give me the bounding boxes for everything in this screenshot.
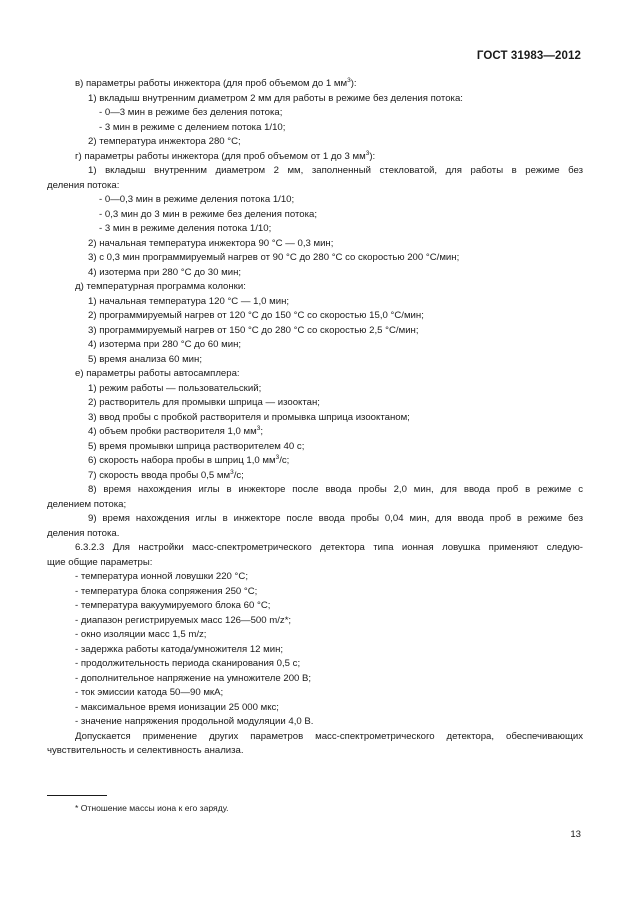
text-g-intro: г) параметры работы инжектора (для проб объемом от 1 до 3 мм: [75, 150, 366, 162]
text-line-6323: 6.3.2.3 Для настройки масс-спектрометрического детектора типа ионная ловушка применяют следую-: [75, 542, 583, 553]
text-line-v1: 1) вкладыш внутренним диаметром 2 мм для работы в режиме без деления потока:: [88, 92, 463, 104]
text-line-e8-cont: делением потока;: [47, 498, 127, 510]
text-e7: 7) скорость ввода пробы 0,5 мм: [88, 469, 231, 481]
text-line-6323-cont: щие общие параметры:: [47, 556, 153, 568]
text-e4-end: ;: [260, 426, 264, 437]
text-line-ms4: - диапазон регистрируемых масс 126—500 m/z*;: [75, 614, 292, 626]
superscript: 3: [230, 468, 234, 476]
text-line-ms2: - температура блока сопряжения 250 °С;: [75, 585, 258, 597]
footnote: * Отношение массы иона к его заряду.: [75, 803, 229, 813]
text-line-ms5: - окно изоляции масс 1,5 m/z;: [75, 629, 207, 640]
text-line-e9-cont: деления потока.: [47, 527, 120, 539]
text-line-allow: Допускается применение других параметров масс-спектрометрического детектора, обеспечивающих: [75, 730, 583, 742]
text-line-ms10: - максимальное время ионизации 25 000 мкс;: [75, 701, 279, 713]
text-line-e5: 5) время промывки шприца растворителем 40 с;: [88, 440, 305, 452]
text-line-ms8: - дополнительное напряжение на умножителе 200 В;: [75, 672, 312, 684]
standard-designation: ГОСТ 31983—2012: [476, 50, 581, 62]
text-line-ms11: - значение напряжения продольной модуляции 4,0 В.: [75, 716, 314, 727]
text-line-ms7: - продолжительность периода сканирования 0,5 с;: [75, 658, 301, 669]
text-line-e7: [47, 469, 583, 484]
text-line-ms9: - ток эмиссии катода 50—90 мкА;: [75, 687, 224, 698]
document-body: [47, 77, 583, 759]
text-line-d1: 1) начальная температура 120 °С — 1,0 мин;: [88, 295, 290, 307]
text-line-g1b: - 0,3 мин до 3 мин в режиме без деления потока;: [99, 208, 317, 220]
text-line-g-intro: [47, 150, 583, 165]
text-line-d3: 3) программируемый нагрев от 150 °С до 280 °С со скоростью 2,5 °С/мин;: [88, 324, 419, 336]
text-v-intro-end: ):: [350, 78, 357, 89]
text-line-d-intro: д) температурная программа колонки:: [75, 281, 246, 292]
text-line-e1: 1) режим работы — пользовательский;: [88, 382, 262, 394]
page-number: 13: [570, 829, 581, 840]
superscript: 3: [275, 454, 280, 461]
text-v-intro: в) параметры работы инжектора (для проб объемом до 1 мм: [75, 78, 348, 89]
text-line-ms3: - температура вакуумируемого блока 60 °С;: [75, 600, 271, 611]
text-line-v1a: - 0—3 мин в режиме без деления потока;: [99, 107, 283, 118]
text-line-d4: 4) изотерма при 280 °С до 60 мин;: [88, 339, 242, 350]
superscript: 3: [256, 425, 261, 432]
text-e6: 6) скорость набора пробы в шприц 1,0 мм: [88, 455, 276, 466]
text-line-g1-cont: деления потока:: [47, 179, 120, 191]
superscript: 3: [365, 149, 370, 157]
text-line-e8: 8) время нахождения иглы в инжекторе после ввода пробы 2,0 мин, для ввода проб в режиме с: [88, 484, 583, 495]
text-line-g1: 1) вкладыш внутренним диаметром 2 мм, заполненный стекловатой, для работы в режиме без: [88, 165, 583, 176]
text-line-d5: 5) время анализа 60 мин;: [88, 353, 203, 365]
text-line-g1a: - 0—0,3 мин в режиме деления потока 1/10;: [99, 194, 295, 205]
text-line-g4: 4) изотерма при 280 °С до 30 мин;: [88, 266, 242, 278]
text-line-e3: 3) ввод пробы с пробкой растворителя и промывка шприца изооктаном;: [88, 411, 410, 423]
text-line-g2: 2) начальная температура инжектора 90 °С — 0,3 мин;: [88, 237, 334, 249]
text-line-e4: [47, 425, 583, 440]
text-line-v-intro: [47, 77, 583, 92]
text-line-e9: 9) время нахождения иглы в инжекторе после ввода пробы 0,04 мин, для ввода проб в режиме без: [88, 513, 583, 524]
superscript: 3: [347, 77, 351, 84]
text-line-v2: 2) температура инжектора 280 °С;: [88, 136, 241, 147]
text-e4: 4) объем пробки растворителя 1,0 мм: [88, 426, 257, 437]
text-line-allow-cont: чувствительность и селективность анализа.: [47, 745, 244, 756]
text-line-g3: 3) с 0,3 мин программируемый нагрев от 90 °С до 280 °С со скоростью 200 °С/мин;: [88, 252, 460, 263]
text-line-v1b: - 3 мин в режиме с делением потока 1/10;: [99, 121, 286, 133]
text-line-g1c: - 3 мин в режиме деления потока 1/10;: [99, 223, 272, 234]
text-line-e6: [47, 454, 583, 469]
footnote-divider: [47, 795, 107, 796]
text-e6-end: /с;: [279, 455, 290, 466]
text-line-ms6: - задержка работы катода/умножителя 12 мин;: [75, 643, 284, 655]
text-line-d2: 2) программируемый нагрев от 120 °С до 150 °С со скоростью 15,0 °С/мин;: [88, 310, 424, 321]
text-g-intro-end: ):: [369, 150, 376, 162]
text-e7-end: /с;: [233, 469, 244, 481]
text-line-ms1: - температура ионной ловушки 220 °С;: [75, 571, 248, 582]
text-line-e2: 2) растворитель для промывки шприца — изооктан;: [88, 397, 320, 408]
text-line-e-intro: е) параметры работы автосамплера:: [75, 368, 240, 379]
